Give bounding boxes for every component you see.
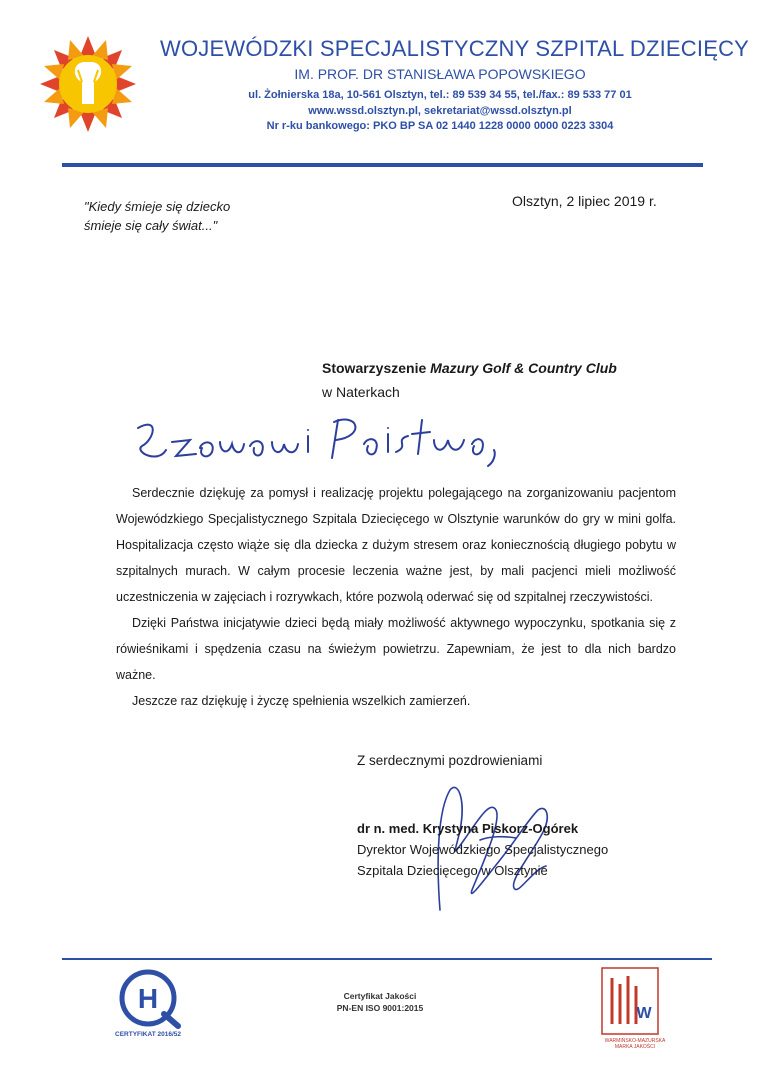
quality-mark-logo xyxy=(598,966,662,1038)
svg-text:W: W xyxy=(636,1005,652,1022)
letter-body xyxy=(116,480,676,714)
web-line[interactable]: www.wssd.olsztyn.pl, sekretariat@wssd.olsztyn.pl xyxy=(308,104,572,117)
signatory-block xyxy=(357,818,608,881)
signatory-name: dr n. med. Krystyna Piskorz-Ogórek xyxy=(357,821,579,836)
hospital-sun-logo xyxy=(40,36,136,132)
body-paragraph-3: Jeszcze raz dziękuję i życzę spełnienia wszelkich zamierzeń. xyxy=(132,694,471,708)
recipient-name: Mazury Golf & Country Club xyxy=(430,360,617,376)
motto-line-1: "Kiedy śmieje się dziecko xyxy=(84,199,231,214)
signatory-title-2: Szpitala Dziecięcego w Olsztynie xyxy=(357,863,548,878)
handwritten-greeting xyxy=(132,406,512,476)
body-paragraph-2: Dzięki Państwa inicjatywie dzieci będą miały możliwość aktywnego wypoczynku, spotkania się z rówieśnikami i spędzenia czasu na świeżym powietrzu. Zapewniam, że jest to dla nich bardzo ważne. xyxy=(116,616,676,682)
body-paragraph-1: Serdecznie dziękuję za pomysł i realizację projektu polegającego na zorganizowaniu pacjentom Wojewódzkiego Specjalistycznego Szpitala Dziecięcego w Olsztynie warunków do gry w mini golfa. Hospitalizacja często wiąże się dla dziecka z dużym stresem oraz koniecznością długiego pobytu w szpitalnych murach. W całym procesie leczenia ważne jest, by mali pacjenci mieli możliwość uczestniczenia w zajęciach i rozrywkach, które pozwolą oderwać się od szpitalnej rzeczywistości. xyxy=(116,486,676,604)
letter-date: Olsztyn, 2 lipiec 2019 r. xyxy=(512,193,657,209)
recipient-block xyxy=(322,356,617,404)
recipient-location: w Naterkach xyxy=(322,384,400,400)
quality-standard: PN-EN ISO 9001:2015 xyxy=(336,1003,424,1013)
header-divider xyxy=(62,163,703,167)
hospital-patron: IM. PROF. DR STANISŁAWA POPOWSKIEGO xyxy=(294,66,586,82)
signatory-title-1: Dyrektor Wojewódzkiego Specjalistycznego xyxy=(357,842,609,857)
recipient-prefix: Stowarzyszenie xyxy=(322,360,427,376)
motto-line-2: śmieje się cały świat..." xyxy=(84,218,218,233)
quality-mark-label: WARMIŃSKO-MAZURSKA MARKA JAKOŚCI xyxy=(604,1038,666,1050)
hospital-contact xyxy=(160,88,720,135)
q-certificate-label: CERTYFIKAT 2016/52 xyxy=(115,1031,181,1038)
quality-certificate xyxy=(300,990,460,1014)
motto xyxy=(84,197,230,235)
footer-divider xyxy=(62,958,712,960)
svg-text:H: H xyxy=(137,983,159,1014)
closing-phrase: Z serdecznymi pozdrowieniami xyxy=(357,753,543,768)
address-line: ul. Żołnierska 18a, 10-561 Olsztyn, tel.: 89 539 34 55, tel./fax.: 89 533 77 01 xyxy=(248,89,632,101)
bank-line: Nr r-ku bankowego: PKO BP SA 02 1440 1228 0000 0000 0223 3304 xyxy=(266,120,614,132)
quality-title: Certyfikat Jakości xyxy=(343,991,417,1001)
hospital-name: WOJEWÓDZKI SPECJALISTYCZNY SZPITAL DZIECIĘCY xyxy=(160,36,750,61)
